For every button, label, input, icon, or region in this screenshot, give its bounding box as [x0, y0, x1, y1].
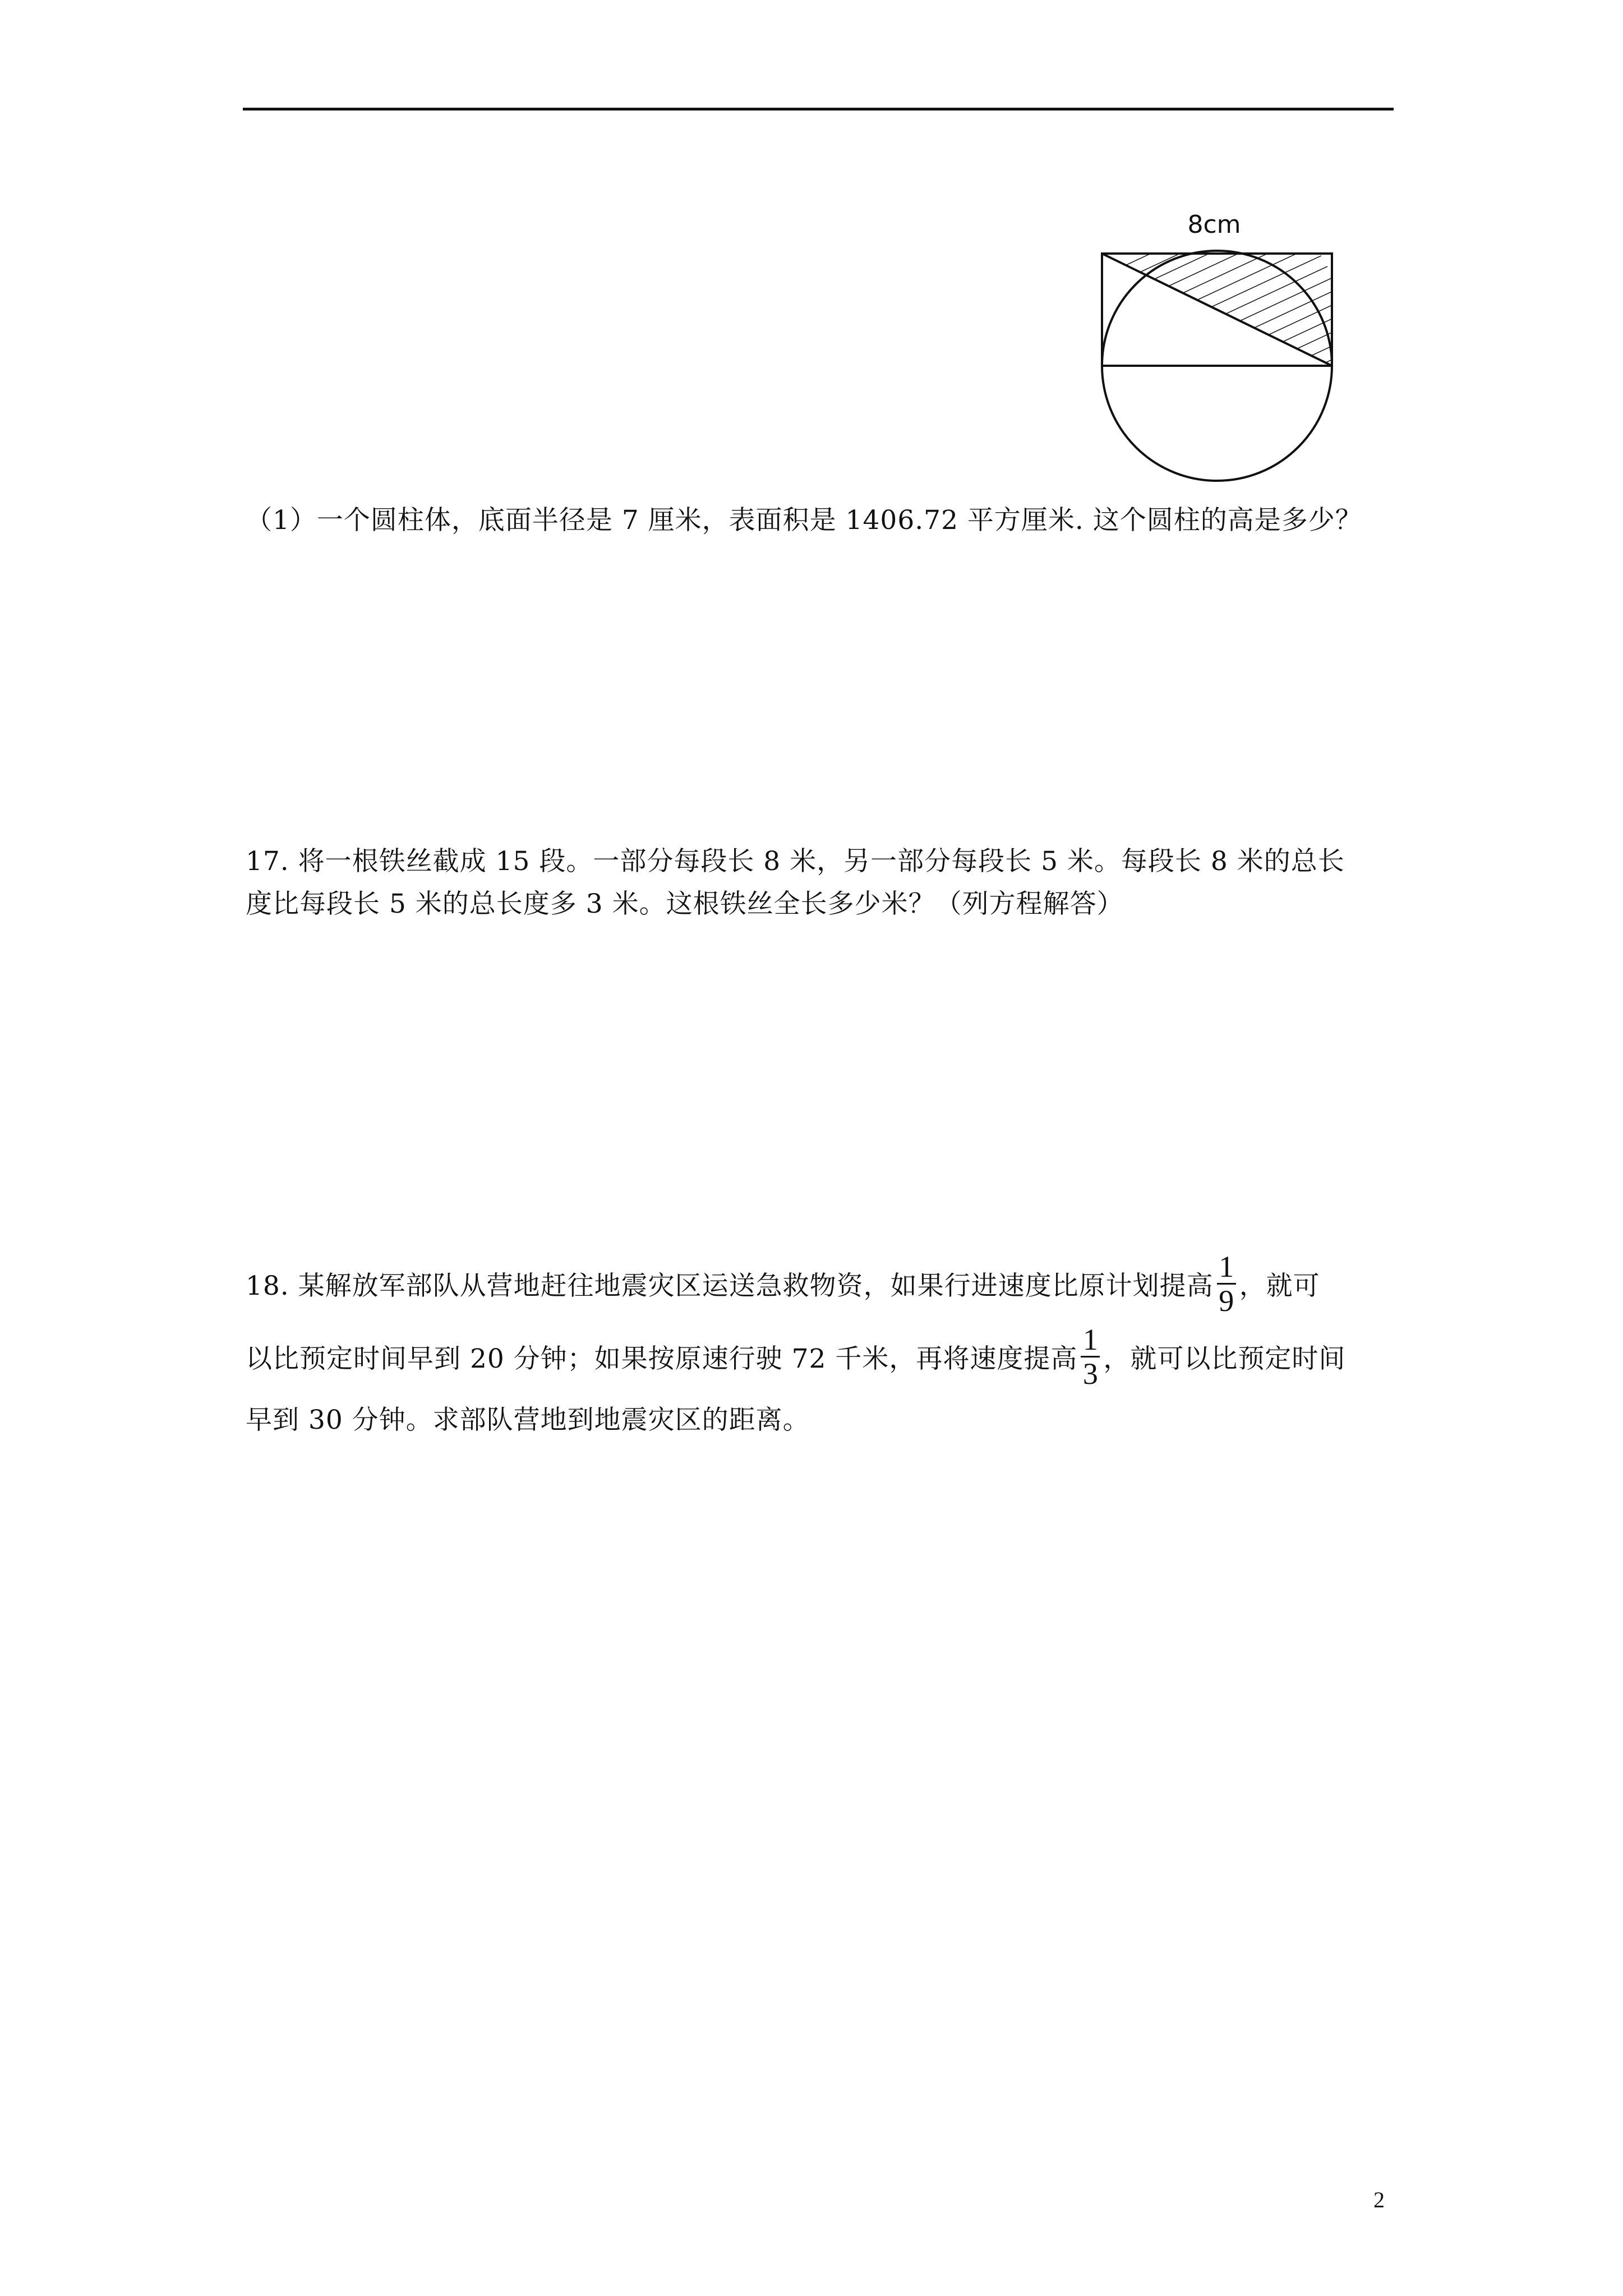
page-number: 2 [1373, 2187, 1385, 2212]
question-16-sub1: （1）一个圆柱体，底面半径是 7 厘米，表面积是 1406.72 平方厘米. 这个圆柱的高是多少？ [246, 505, 1362, 536]
fraction-denominator: 3 [1082, 1356, 1098, 1391]
fraction-one-third [1081, 1323, 1100, 1390]
question-18-line-1-end: ，就可 [1239, 1270, 1320, 1301]
fraction-denominator: 9 [1219, 1283, 1234, 1318]
question-18-line-1-text: 18. 某解放军部队从营地赶往地震灾区运送急救物资，如果行进速度比原计划提高 [246, 1270, 1214, 1301]
fraction-one-ninth [1217, 1250, 1236, 1317]
question-17-line-1: 17. 将一根铁丝截成 15 段。一部分每段长 8 米，另一部分每段长 5 米。每段长 8 米的总长 [246, 846, 1345, 877]
fraction-numerator: 1 [1219, 1249, 1234, 1283]
figure-width-label: 8cm [1187, 210, 1241, 239]
question-18-line-2 [246, 1317, 1345, 1396]
question-18-line-2-text: 以比预定时间早到 20 分钟；如果按原速行驶 72 千米，再将速度提高 [246, 1343, 1078, 1374]
fraction-numerator: 1 [1082, 1322, 1098, 1356]
question-18-line-1 [246, 1244, 1320, 1323]
question-18-line-3: 早到 30 分钟。求部队营地到地震灾区的距离。 [246, 1405, 810, 1435]
header-rule [243, 108, 1394, 111]
geometry-figure [1085, 202, 1343, 494]
question-17-line-2: 度比每段长 5 米的总长度多 3 米。这根铁丝全长多少米？（列方程解答） [246, 889, 1124, 919]
question-18-line-2-end: ，就可以比预定时间 [1103, 1343, 1346, 1374]
